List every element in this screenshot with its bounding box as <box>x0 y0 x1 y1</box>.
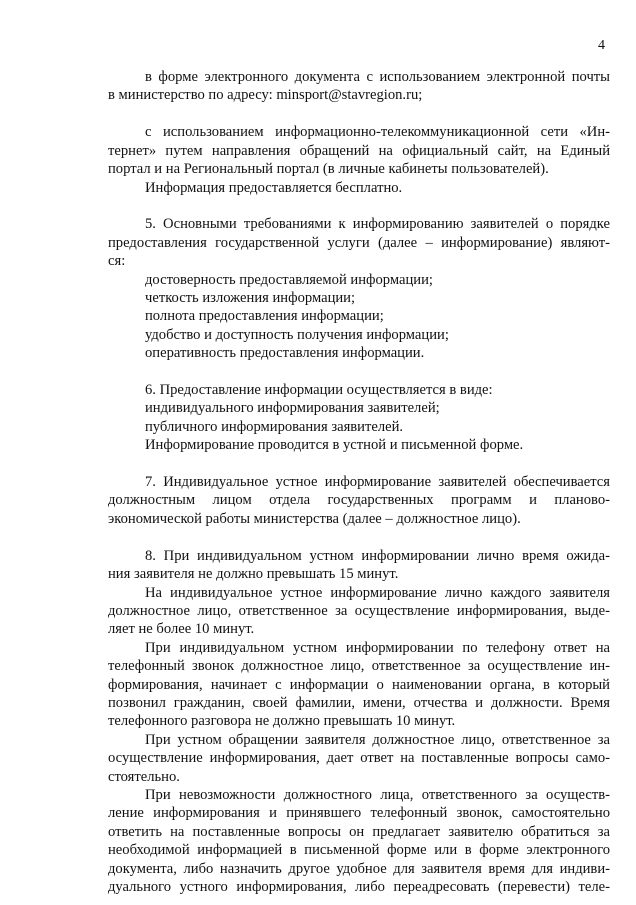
text-line: публичного информирования заявителей. <box>145 418 404 435</box>
text-line: с использованием информационно-телекоммуникационной сети «Ин- <box>145 124 610 141</box>
text-line: ся: <box>108 253 126 270</box>
text-line: ление информирования и принявшего телефонный звонок, самостоятельно <box>108 805 610 822</box>
text-line: удобство и доступность получения информации; <box>145 326 449 343</box>
text-line: оперативность предоставления информации. <box>145 345 425 362</box>
text-line: в форме электронного документа с использованием электронной почты <box>145 69 610 85</box>
text-line: дуального устного информирования, либо переадресовать (перевести) теле- <box>108 879 610 895</box>
text-line: 5. Основными требованиями к информированию заявителей о порядке <box>145 216 610 233</box>
text-line: портал и на Региональный портал (в личные кабинеты пользователей). <box>108 161 549 177</box>
text-line: стоятельно. <box>108 768 180 785</box>
text-line: должностное лицо, ответственное за осуществление информирования, выде- <box>108 602 610 619</box>
text-line: 8. При индивидуальном устном информировании лично время ожида- <box>145 547 610 564</box>
page-number: 4 <box>598 38 605 53</box>
text-line: предоставления государственной услуги (далее – информирование) являют- <box>108 234 610 251</box>
text-line: полнота предоставления информации; <box>145 308 384 325</box>
text-line: достоверность предоставляемой информации; <box>145 271 433 288</box>
text-line: На индивидуальное устное информирование лично каждого заявителя <box>145 584 610 601</box>
text-line: в министерство по адресу: minsport@stavregion.ru; <box>108 87 423 104</box>
text-line: При индивидуальном устном информировании по телефону ответ на <box>145 639 610 656</box>
text-line: телефонного разговора не должно превышать 10 минут. <box>108 713 456 730</box>
text-line: должностным лицом отдела государственных программ и планово- <box>108 492 610 509</box>
text-line: формирования, начинает с информации о наименовании органа, в который <box>108 676 610 693</box>
text-line: позвонил гражданин, своей фамилии, имени, отчества и должности. Время <box>108 694 610 711</box>
text-line: ответить на поставленные вопросы он предлагает заявителю обратиться за <box>108 823 610 840</box>
text-line: осуществление информирования, дает ответ на поставленные вопросы само- <box>108 750 610 767</box>
text-line: документа, либо назначить другое удобное для заявителя время для индиви- <box>108 860 610 877</box>
text-line: тернет» путем направления обращений на официальный сайт, на Единый <box>108 142 610 159</box>
text-line: При невозможности должностного лица, ответственного за осуществ- <box>145 787 610 803</box>
text-line: ляет не более 10 минут. <box>108 621 255 638</box>
text-line: Информирование проводится в устной и письменной форме. <box>145 437 524 454</box>
text-line: четкость изложения информации; <box>145 289 356 306</box>
text-line: телефонный звонок должностное лицо, ответственное за осуществление ин- <box>108 658 610 675</box>
text-line: ния заявителя не должно превышать 15 минут. <box>108 566 399 582</box>
text-line: При устном обращении заявителя должностное лицо, ответственное за <box>145 731 610 748</box>
text-line: Информация предоставляется бесплатно. <box>145 179 403 196</box>
text-line: необходимой информацией в письменной форме или в форме электронного <box>108 842 610 859</box>
text-line: 7. Индивидуальное устное информирование заявителей обеспечивается <box>145 474 610 490</box>
text-line: экономической работы министерства (далее – должностное лицо). <box>108 510 521 527</box>
text-line: индивидуального информирования заявителей; <box>145 400 440 417</box>
text-line: 6. Предоставление информации осуществляется в виде: <box>145 382 493 398</box>
